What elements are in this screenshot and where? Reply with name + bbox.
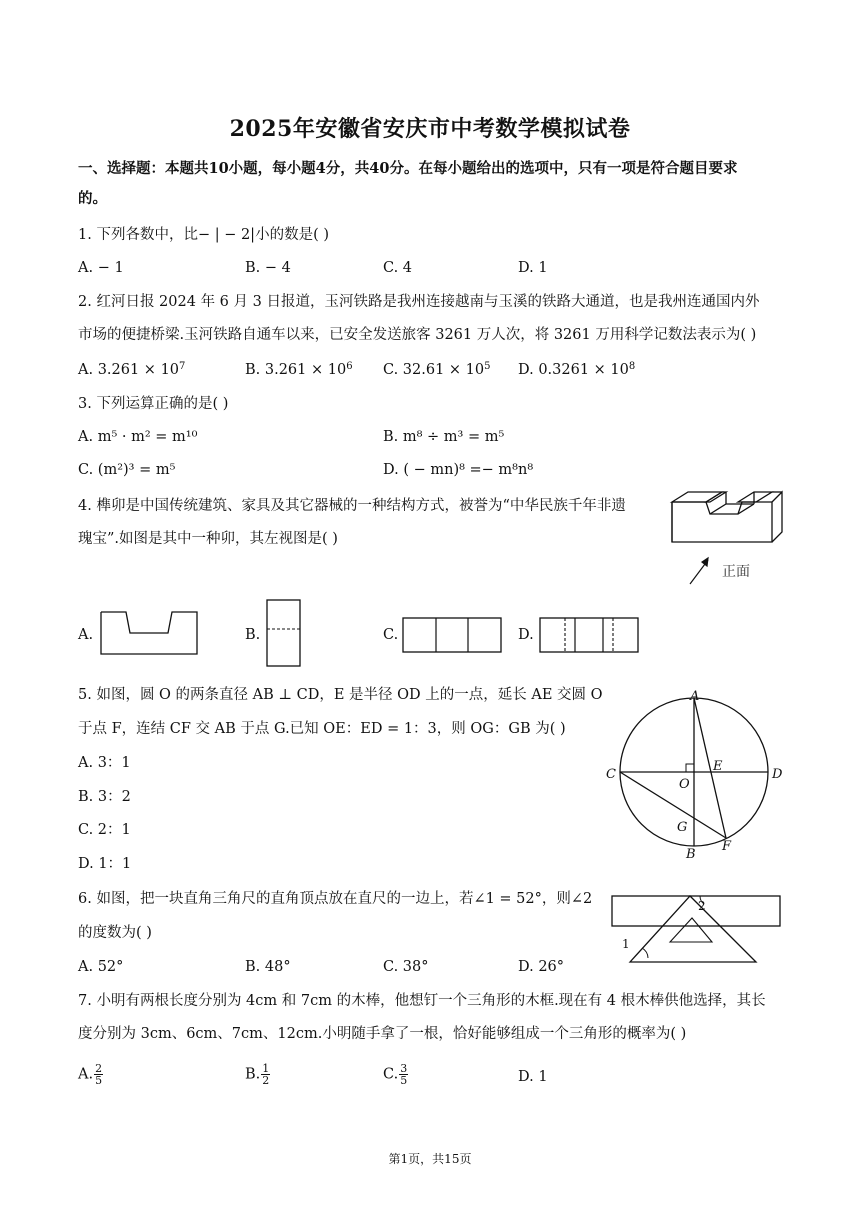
q5-label-g: G [677, 820, 688, 835]
q5-label-b: B [686, 847, 696, 862]
q6-angle-2-label: 2 [698, 899, 706, 913]
q5-option-c: C. 2：1 [78, 822, 131, 838]
q7-stem-line1: 7. 小明有两根长度分别为 4cm 和 7cm 的木棒，他想钉一个三角形的木框.现在有 4 根木棒供他选择，其长 [78, 993, 766, 1009]
q1-option-d: D. 1 [518, 260, 548, 276]
q2-option-c: C. $32.61 \times 10^5$ [383, 361, 491, 378]
q6-angle-1-label: 1 [622, 937, 630, 951]
q5-label-f: F [722, 839, 732, 854]
q4-stem-line1: 4. 榫卯是中国传统建筑、家具及其它器械的一种结构方式，被誉为“中华民族千年非遗 [78, 498, 626, 514]
q6-ruler-triangle-figure [608, 886, 783, 966]
q2-option-d: D. $0.3261 \times 10^8$ [518, 361, 636, 378]
q2-stem-line1: 2. 红河日报 2024 年 6 月 3 日报道，玉河铁路是我州连接越南与玉溪的铁路大通道，也是我州连通国内外 [78, 294, 760, 310]
q5-stem-line2: 于点 F，连结 CF 交 AB 于点 G.已知 OE：ED = 1：3，则 OG：GB 为( ) [78, 721, 566, 737]
q5-option-b: B. 3：2 [78, 789, 131, 805]
q6-option-b: B. 48° [245, 959, 291, 975]
q1-option-b: B. − 4 [245, 260, 291, 276]
q5-option-a: A. 3：1 [78, 755, 131, 771]
q4-option-c: C. [383, 627, 399, 643]
q3-option-c: C. (m²)³ = m⁵ [78, 462, 176, 478]
q5-label-o: O [679, 777, 690, 792]
q7-option-b: B. $\frac{1}{2}$ [245, 1062, 270, 1087]
q5-option-d: D. 1：1 [78, 856, 132, 872]
q4-option-d: D. [518, 627, 534, 643]
q3-option-d: D. ( − mn)⁸ =− m⁸n⁸ [383, 462, 534, 478]
q7-option-c: C. $\frac{3}{5}$ [383, 1062, 408, 1087]
q4-option-d-figure [539, 617, 639, 653]
page-footer: 第1页，共15页 [388, 1152, 472, 1166]
q1-stem: 1. 下列各数中，比− | − 2|小的数是( ) [78, 227, 329, 243]
page-title: 2025年安徽省安庆市中考数学模拟试卷 [229, 116, 631, 142]
q5-stem-line1: 5. 如图，圆 O 的两条直径 AB ⊥ CD，E 是半径 OD 上的一点，延长 AE 交圆 O [78, 687, 603, 703]
q6-option-c: C. 38° [383, 959, 429, 975]
q6-option-d: D. 26° [518, 959, 565, 975]
q6-stem-line1: 6. 如图，把一块直角三角尺的直角顶点放在直尺的一边上，若∠1 = 52°，则∠2 [78, 891, 593, 907]
section-heading-line2: 的。 [78, 190, 107, 207]
q5-label-d: D [772, 767, 783, 782]
q3-stem: 3. 下列运算正确的是( ) [78, 396, 229, 412]
q5-label-a: A [690, 689, 700, 704]
q2-stem-line2: 市场的便捷桥梁.玉河铁路自通车以来，已安全发送旅客 3261 万人次，将 3261 万用科学记数法表示为( ) [78, 327, 757, 343]
q1-option-c: C. 4 [383, 260, 413, 276]
q4-option-b: B. [245, 627, 261, 643]
q5-label-e: E [713, 759, 723, 774]
q7-stem-line2: 度分别为 3cm、6cm、7cm、12cm.小明随手拿了一根，恰好能够组成一个三角形的概率为( ) [78, 1026, 687, 1042]
q3-option-b: B. m⁸ ÷ m³ = m⁵ [383, 429, 505, 445]
q2-option-a: A. $3.261 \times 10^7$ [78, 361, 186, 378]
q3-option-a: A. m⁵ · m² = m¹⁰ [78, 429, 198, 445]
q2-option-b: B. $3.261 \times 10^6$ [245, 361, 353, 378]
q1-option-a: A. − 1 [78, 260, 124, 276]
q5-label-c: C [606, 767, 616, 782]
q7-option-a: A. $\frac{2}{5}$ [78, 1062, 103, 1087]
q4-option-a: A. [78, 627, 94, 643]
q4-option-b-figure [266, 599, 301, 667]
q4-front-label: 正面 [722, 564, 750, 580]
q4-option-c-figure [402, 617, 502, 653]
q6-stem-line2: 的度数为( ) [78, 925, 152, 941]
q6-option-a: A. 52° [78, 959, 124, 975]
q5-circle-figure [606, 688, 796, 860]
q4-stem-line2: 瑰宝”.如图是其中一种卯，其左视图是( ) [78, 531, 338, 547]
q7-option-d: D. 1 [518, 1069, 548, 1085]
q4-option-a-figure [100, 611, 198, 655]
section-heading-line1: 一、选择题：本题共10小题，每小题4分，共40分。在每小题给出的选项中，只有一项是符合题目要求 [78, 160, 738, 177]
